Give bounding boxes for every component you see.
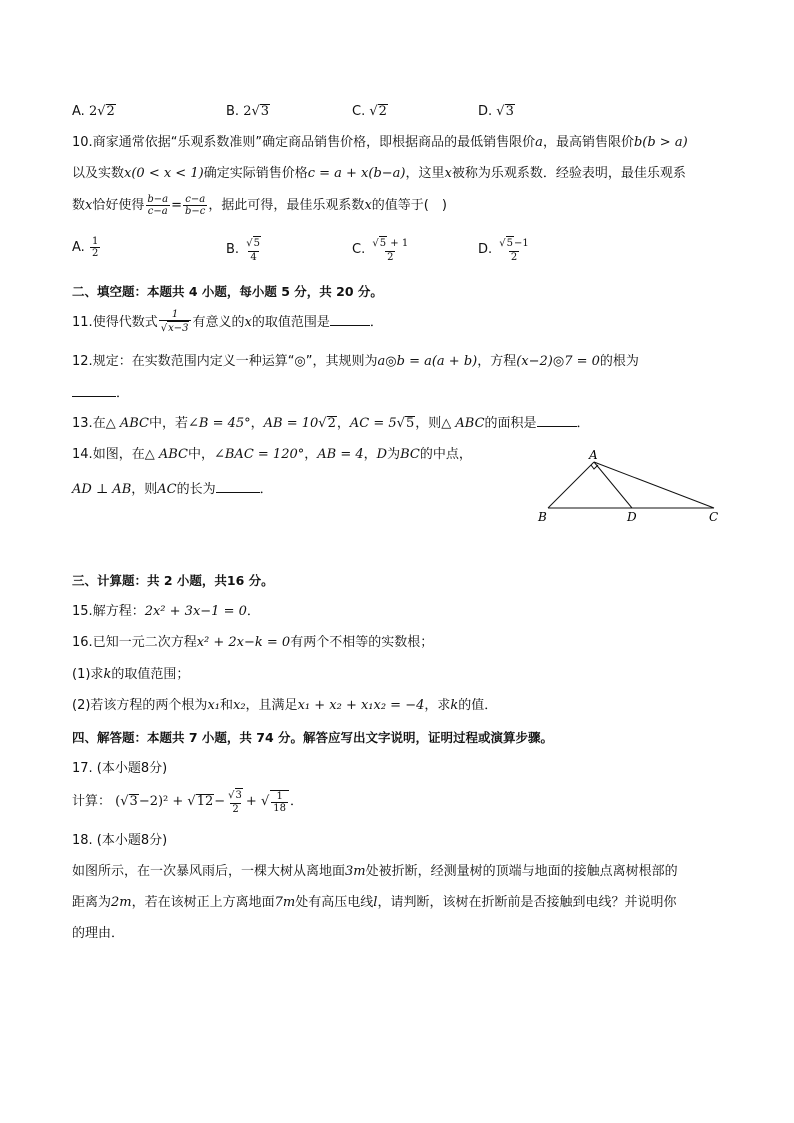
text: 的值． bbox=[458, 698, 498, 713]
q13: 13.在△ ABC中，若∠B = 45°，AB = 10√2，AC = 5√5，则△ ABC的面积是 ． bbox=[72, 416, 590, 431]
punct: ． bbox=[116, 386, 130, 401]
text: ，据此可得，最佳乐观系数 bbox=[208, 198, 365, 213]
text: ，则 bbox=[415, 416, 442, 431]
answer-blank[interactable] bbox=[72, 384, 116, 397]
q14-line-1 bbox=[72, 446, 472, 464]
option-coef: 2 bbox=[88, 104, 98, 119]
q12-line-1 bbox=[72, 353, 639, 371]
text: 有意义的 bbox=[192, 315, 245, 330]
math: l bbox=[373, 895, 378, 910]
section-heading-calculation: 三、计算题：共 2 小题，共16 分。 bbox=[72, 573, 274, 588]
text: 的面积是 bbox=[484, 416, 537, 431]
math: x bbox=[444, 166, 452, 181]
math: + bbox=[245, 794, 257, 809]
text: ，若在该树正上方离地面 bbox=[131, 895, 275, 910]
text: 的取值范围是 bbox=[251, 315, 330, 330]
text: 数 bbox=[72, 198, 86, 213]
text: 的中点， bbox=[419, 447, 472, 462]
text: 规定：在实数范围内定义一种运算“◎”，其规则为 bbox=[92, 354, 378, 369]
text: ，最高销售限价 bbox=[542, 135, 634, 150]
math: x₂ bbox=[233, 698, 246, 713]
option-letter: A. bbox=[72, 104, 85, 119]
q10-line-3 bbox=[72, 193, 447, 219]
math: x(0 < x < 1) bbox=[124, 166, 204, 181]
punct: ． bbox=[290, 794, 304, 809]
part-label: (1) bbox=[72, 667, 91, 682]
answer-blank[interactable] bbox=[330, 313, 370, 326]
question-number: 13. bbox=[72, 416, 93, 431]
option-letter: C. bbox=[352, 104, 366, 119]
punct: ． bbox=[259, 482, 273, 497]
math: 2m bbox=[111, 895, 132, 910]
option-letter: D. bbox=[478, 104, 493, 119]
punct: ， bbox=[363, 447, 377, 462]
q17-expression: 计算： (√3−2)² + √12− $\frac{√3}{2}$ + √ $\frac{1}{18}$ ． bbox=[72, 790, 304, 815]
text: 恰好使得 bbox=[92, 198, 145, 213]
q9-option-b: B. 2√3 bbox=[226, 104, 270, 119]
q9-option-d: D. √3 bbox=[478, 104, 514, 119]
math: k bbox=[450, 698, 459, 713]
math: ∠B = 45° bbox=[187, 416, 251, 431]
text: 中，若 bbox=[148, 416, 188, 431]
math: c = a + x(b−a) bbox=[307, 166, 406, 181]
text: ，则 bbox=[131, 482, 158, 497]
fraction: $\frac{√5-1}{2}$ bbox=[499, 238, 529, 263]
math: AB = 10 bbox=[263, 416, 319, 431]
text: 使得代数式 bbox=[92, 315, 158, 330]
question-number: 16. bbox=[72, 635, 93, 650]
text: 中， bbox=[187, 447, 214, 462]
text: 的取值范围； bbox=[111, 667, 190, 682]
text: 的长为 bbox=[176, 482, 216, 497]
q18-line-1 bbox=[72, 863, 678, 881]
text: 距离为 bbox=[72, 895, 112, 910]
q10-option-c bbox=[352, 236, 411, 263]
math: x₁ + x₂ + x₁x₂ = −4 bbox=[297, 698, 425, 713]
math: x bbox=[364, 198, 372, 213]
fraction: $\frac{1}{√x-3}$ bbox=[159, 309, 192, 336]
segment-ab bbox=[548, 462, 594, 508]
text: 求 bbox=[90, 667, 104, 682]
fraction: $\frac{c-a}{b-c}$ bbox=[185, 194, 206, 217]
q16-stem bbox=[72, 634, 433, 652]
text: 在 bbox=[92, 416, 106, 431]
math: AC = 5 bbox=[349, 416, 397, 431]
right-angle-mark bbox=[591, 465, 598, 469]
q12-line-2 bbox=[72, 384, 129, 403]
punct: ． bbox=[576, 416, 590, 431]
q14-line-2 bbox=[72, 480, 273, 499]
punct: ． bbox=[369, 315, 383, 330]
punct: ， bbox=[336, 416, 350, 431]
q18-header: 18. (本小题8分) bbox=[72, 833, 168, 848]
text: 处被折断，经测量树的顶端与地面的接触点离树根部的 bbox=[365, 864, 678, 879]
math: △ ABC bbox=[441, 416, 485, 431]
text: 的根为 bbox=[599, 354, 639, 369]
math: x² + 2x−k = 0 bbox=[196, 635, 291, 650]
option-letter: B. bbox=[226, 242, 240, 257]
question-number: 11. bbox=[72, 315, 93, 330]
label-b: B bbox=[538, 510, 547, 524]
q10-option-b bbox=[226, 236, 264, 263]
text: 计算： bbox=[72, 794, 112, 809]
option-radicand: 3 bbox=[260, 104, 270, 119]
q10-line-2 bbox=[72, 165, 686, 183]
radicand: 5 bbox=[405, 416, 415, 431]
fraction: $\frac{√3}{2}$ bbox=[228, 790, 242, 815]
option-letter: D. bbox=[478, 242, 493, 257]
q15 bbox=[72, 603, 260, 621]
text: 被称为乐观系数．经验表明，最佳乐观系 bbox=[451, 166, 686, 181]
punct: ． bbox=[246, 604, 260, 619]
text: 为 bbox=[387, 447, 401, 462]
q11 bbox=[72, 309, 383, 337]
option-radicand: 2 bbox=[106, 104, 115, 119]
q17-header: 17. (本小题8分) bbox=[72, 761, 168, 776]
text: 若该方程的两个根为 bbox=[90, 698, 208, 713]
text: ，方程 bbox=[477, 354, 517, 369]
label-d: D bbox=[627, 510, 637, 524]
triangle-figure bbox=[528, 448, 728, 530]
math: x bbox=[85, 198, 93, 213]
math: 7m bbox=[274, 895, 296, 910]
fraction: $\frac{b-a}{c-a}$ bbox=[147, 194, 169, 217]
math: k bbox=[103, 667, 112, 682]
math: BC bbox=[400, 447, 420, 462]
math: (√3−2)² + √12− bbox=[115, 794, 226, 809]
math: △ ABC bbox=[105, 416, 149, 431]
fraction: $\frac{1}{18}$ bbox=[270, 790, 289, 814]
math: x₁ bbox=[207, 698, 220, 713]
q9-option-a: A. 2√2 bbox=[72, 104, 115, 119]
text: ，这里 bbox=[405, 166, 445, 181]
text: 如图所示，在一次暴风雨后，一棵大树从离地面 bbox=[72, 864, 346, 879]
math: ∠BAC = 120° bbox=[213, 447, 305, 462]
answer-blank[interactable] bbox=[537, 414, 577, 427]
text: 已知一元二次方程 bbox=[92, 635, 197, 650]
math: AB = 4 bbox=[317, 447, 364, 462]
answer-blank[interactable] bbox=[216, 480, 260, 493]
q16-part-2 bbox=[72, 697, 497, 715]
option-letter: A. bbox=[72, 240, 85, 255]
math: (x−2)◎7 = 0 bbox=[516, 354, 600, 369]
text: ，且满足 bbox=[245, 698, 298, 713]
punct: ， bbox=[250, 416, 264, 431]
label-a: A bbox=[589, 448, 598, 462]
label-c: C bbox=[709, 510, 719, 524]
question-number: 10. bbox=[72, 135, 93, 150]
q10-line-1 bbox=[72, 134, 688, 152]
segment-ac bbox=[594, 462, 714, 508]
question-number: 15. bbox=[72, 604, 93, 619]
q10-option-d bbox=[478, 236, 532, 263]
math: a bbox=[535, 135, 543, 150]
math: b(b > a) bbox=[633, 135, 688, 150]
option-radicand: 3 bbox=[505, 104, 514, 119]
text: 的值等于( ) bbox=[371, 198, 447, 213]
math: D bbox=[376, 447, 388, 462]
math: AD ⊥ AB bbox=[72, 482, 132, 497]
part-label: (2) bbox=[72, 698, 91, 713]
option-letter: B. bbox=[226, 104, 240, 119]
fraction: $\frac{√5 + 1}{2}$ bbox=[372, 238, 409, 263]
section-heading-fill-in: 二、填空题：本题共 4 小题，每小题 5 分，共 20 分。 bbox=[72, 284, 383, 299]
math: AC bbox=[157, 482, 177, 497]
option-letter: C. bbox=[352, 242, 366, 257]
text: 以及实数 bbox=[72, 166, 125, 181]
section-heading-solution: 四、解答题：本题共 7 小题，共 74 分。解答应写出文字说明，证明过程或演算步骤。 bbox=[72, 730, 554, 745]
q18-line-3: 的理由． bbox=[72, 926, 125, 941]
q18-line-2 bbox=[72, 894, 676, 912]
math: = bbox=[171, 198, 183, 213]
fraction: $\frac{√5}{4}$ bbox=[246, 238, 260, 263]
text: 有两个不相等的实数根； bbox=[290, 635, 434, 650]
q16-part-1 bbox=[72, 666, 189, 684]
q9-option-c: C. √2 bbox=[352, 104, 387, 119]
option-radicand: 2 bbox=[378, 104, 387, 119]
option-coef: 2 bbox=[243, 104, 252, 119]
fraction: $\frac{1}{2}$ bbox=[91, 236, 99, 259]
math: △ ABC bbox=[144, 447, 188, 462]
text: 和 bbox=[219, 698, 233, 713]
text: 如图，在 bbox=[92, 447, 145, 462]
math: x bbox=[244, 315, 252, 330]
math: 2x² + 3x−1 = 0 bbox=[144, 604, 247, 619]
text: ，请判断，该树在折断前是否接触到电线？并说明你 bbox=[377, 895, 677, 910]
text: 确定实际销售价格 bbox=[203, 166, 308, 181]
question-number: 12. bbox=[72, 354, 93, 369]
punct: ， bbox=[304, 447, 318, 462]
text: 处有高压电线 bbox=[295, 895, 374, 910]
q10-option-a bbox=[72, 236, 101, 259]
question-number: 14. bbox=[72, 447, 93, 462]
text: 商家通常依据“乐观系数准则”确定商品销售价格，即根据商品的最低销售限价 bbox=[92, 135, 536, 150]
math: 3m bbox=[345, 864, 366, 879]
math: a◎b = a(a + b) bbox=[377, 354, 478, 369]
text: ，求 bbox=[424, 698, 451, 713]
text: 解方程： bbox=[92, 604, 145, 619]
radicand: 2 bbox=[327, 416, 336, 431]
